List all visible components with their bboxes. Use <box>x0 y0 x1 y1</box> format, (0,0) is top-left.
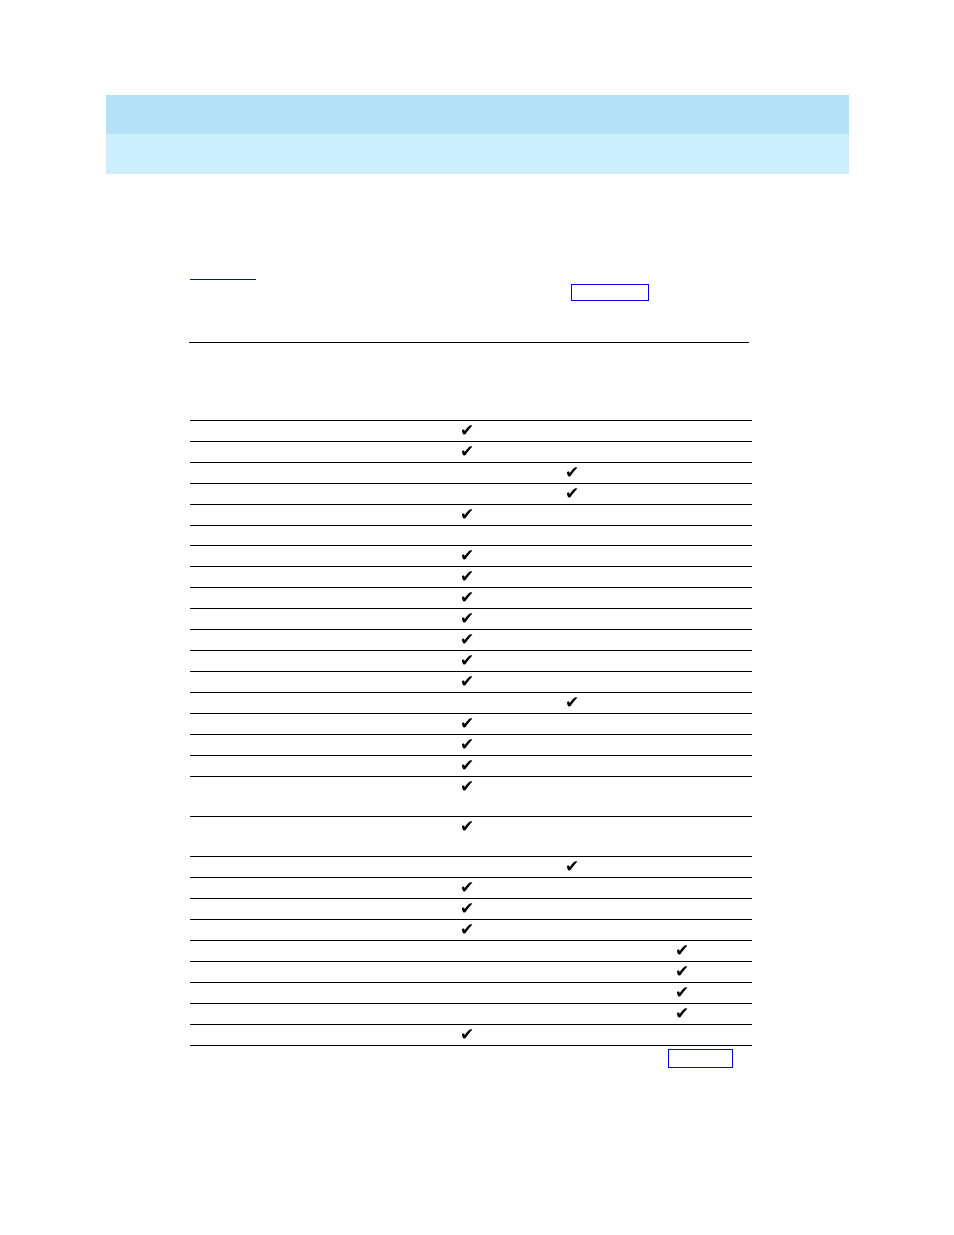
check-icon: ✔ <box>460 817 475 837</box>
matrix-cell <box>460 962 565 983</box>
table-row <box>190 484 752 505</box>
matrix-cell <box>460 463 565 484</box>
matrix-cell <box>565 1004 675 1025</box>
table-row <box>190 526 752 546</box>
matrix-cell <box>675 630 752 651</box>
table-row <box>190 567 752 588</box>
check-icon: ✔ <box>675 962 690 982</box>
check-icon: ✔ <box>460 421 475 441</box>
matrix-cell <box>675 484 752 505</box>
row-label <box>190 983 460 1004</box>
matrix-cell <box>460 651 565 672</box>
matrix-cell <box>675 651 752 672</box>
check-icon: ✔ <box>460 630 475 650</box>
matrix-cell <box>675 899 752 920</box>
matrix-cell <box>565 526 675 546</box>
check-icon: ✔ <box>460 567 475 587</box>
table-row <box>190 442 752 463</box>
table-row <box>190 899 752 920</box>
check-icon: ✔ <box>460 442 475 462</box>
check-icon: ✔ <box>460 756 475 776</box>
matrix-cell <box>565 735 675 756</box>
check-icon: ✔ <box>460 899 475 919</box>
matrix-cell <box>675 1025 752 1046</box>
matrix-cell <box>565 1025 675 1046</box>
matrix-cell <box>675 609 752 630</box>
matrix-cell <box>460 505 565 526</box>
matrix-cell <box>675 463 752 484</box>
row-label <box>190 609 460 630</box>
matrix-cell <box>460 1025 565 1046</box>
table-row <box>190 672 752 693</box>
matrix-cell <box>675 672 752 693</box>
matrix-cell <box>675 714 752 735</box>
matrix-cell <box>460 546 565 567</box>
cross-reference-link-bottom[interactable] <box>668 1049 733 1068</box>
matrix-cell <box>460 714 565 735</box>
row-label <box>190 526 460 546</box>
row-label <box>190 672 460 693</box>
matrix-cell <box>675 962 752 983</box>
row-label <box>190 588 460 609</box>
matrix-cell <box>565 505 675 526</box>
matrix-cell <box>565 714 675 735</box>
matrix-cell <box>675 505 752 526</box>
matrix-cell <box>565 857 675 878</box>
row-label <box>190 817 460 857</box>
matrix-cell <box>565 941 675 962</box>
matrix-cell <box>675 526 752 546</box>
header-band-bottom <box>106 134 849 174</box>
feature-matrix-table <box>190 420 752 1046</box>
matrix-cell <box>565 442 675 463</box>
table-row <box>190 878 752 899</box>
row-label <box>190 920 460 941</box>
check-icon: ✔ <box>460 777 475 797</box>
matrix-cell <box>565 630 675 651</box>
table-row <box>190 857 752 878</box>
check-icon: ✔ <box>565 463 580 483</box>
check-icon: ✔ <box>460 1025 475 1045</box>
table-row <box>190 651 752 672</box>
matrix-cell <box>460 777 565 817</box>
check-icon: ✔ <box>460 546 475 566</box>
matrix-cell <box>565 463 675 484</box>
check-icon: ✔ <box>675 941 690 961</box>
matrix-cell <box>565 983 675 1004</box>
matrix-cell <box>460 1004 565 1025</box>
table-row <box>190 983 752 1004</box>
matrix-cell <box>675 857 752 878</box>
matrix-cell <box>565 609 675 630</box>
matrix-cell <box>460 817 565 857</box>
matrix-cell <box>565 693 675 714</box>
row-label <box>190 899 460 920</box>
table-row <box>190 714 752 735</box>
row-label <box>190 421 460 442</box>
check-icon: ✔ <box>460 714 475 734</box>
check-icon: ✔ <box>460 588 475 608</box>
matrix-cell <box>565 817 675 857</box>
check-icon: ✔ <box>460 878 475 898</box>
matrix-cell <box>460 672 565 693</box>
cross-reference-link-top[interactable] <box>571 284 649 301</box>
header-band-top <box>106 95 849 134</box>
section-divider <box>189 342 749 343</box>
matrix-cell <box>675 588 752 609</box>
row-label <box>190 693 460 714</box>
matrix-cell <box>565 878 675 899</box>
matrix-cell <box>675 817 752 857</box>
matrix-cell <box>565 899 675 920</box>
table-row <box>190 1004 752 1025</box>
table-row <box>190 941 752 962</box>
table-row <box>190 1025 752 1046</box>
matrix-cell <box>675 983 752 1004</box>
check-icon: ✔ <box>675 983 690 1003</box>
matrix-cell <box>565 421 675 442</box>
row-label <box>190 463 460 484</box>
row-label <box>190 735 460 756</box>
matrix-cell <box>565 756 675 777</box>
table-row <box>190 756 752 777</box>
table-row <box>190 463 752 484</box>
table-row <box>190 735 752 756</box>
hyperlink-underline[interactable] <box>190 279 256 280</box>
check-icon: ✔ <box>460 505 475 525</box>
row-label <box>190 505 460 526</box>
table-row <box>190 962 752 983</box>
matrix-cell <box>565 962 675 983</box>
matrix-cell <box>460 756 565 777</box>
row-label <box>190 857 460 878</box>
check-icon: ✔ <box>565 484 580 504</box>
matrix-cell <box>675 878 752 899</box>
check-icon: ✔ <box>460 735 475 755</box>
matrix-cell <box>565 651 675 672</box>
matrix-cell <box>565 567 675 588</box>
matrix-cell <box>460 857 565 878</box>
check-icon: ✔ <box>565 857 580 877</box>
row-label <box>190 567 460 588</box>
matrix-cell <box>460 735 565 756</box>
matrix-cell <box>675 756 752 777</box>
row-label <box>190 941 460 962</box>
check-icon: ✔ <box>460 651 475 671</box>
matrix-cell <box>460 588 565 609</box>
matrix-cell <box>460 878 565 899</box>
row-label <box>190 878 460 899</box>
check-icon: ✔ <box>460 609 475 629</box>
check-icon: ✔ <box>565 693 580 713</box>
row-label <box>190 777 460 817</box>
row-label <box>190 714 460 735</box>
row-label <box>190 546 460 567</box>
table-row <box>190 817 752 857</box>
matrix-cell <box>675 1004 752 1025</box>
row-label <box>190 484 460 505</box>
matrix-cell <box>460 526 565 546</box>
table-row <box>190 421 752 442</box>
matrix-cell <box>565 546 675 567</box>
row-label <box>190 442 460 463</box>
matrix-cell <box>565 672 675 693</box>
matrix-cell <box>675 421 752 442</box>
check-icon: ✔ <box>675 1004 690 1024</box>
table-row <box>190 777 752 817</box>
matrix-cell <box>460 899 565 920</box>
matrix-cell <box>675 693 752 714</box>
matrix-cell <box>565 777 675 817</box>
matrix-cell <box>675 442 752 463</box>
matrix-cell <box>460 484 565 505</box>
matrix-cell <box>460 630 565 651</box>
matrix-cell <box>565 920 675 941</box>
matrix-cell <box>460 693 565 714</box>
matrix-cell <box>460 983 565 1004</box>
table-row <box>190 693 752 714</box>
row-label <box>190 962 460 983</box>
matrix-cell <box>460 920 565 941</box>
row-label <box>190 1025 460 1046</box>
matrix-cell <box>675 941 752 962</box>
table-row <box>190 630 752 651</box>
matrix-cell <box>675 567 752 588</box>
matrix-cell <box>565 588 675 609</box>
row-label <box>190 1004 460 1025</box>
matrix-cell <box>460 567 565 588</box>
check-icon: ✔ <box>460 920 475 940</box>
table-row <box>190 505 752 526</box>
table-row <box>190 609 752 630</box>
table-row <box>190 588 752 609</box>
matrix-cell <box>460 941 565 962</box>
matrix-cell <box>460 442 565 463</box>
row-label <box>190 756 460 777</box>
matrix-cell <box>565 484 675 505</box>
row-label <box>190 630 460 651</box>
check-icon: ✔ <box>460 672 475 692</box>
feature-matrix-body <box>190 421 752 1046</box>
matrix-cell <box>460 421 565 442</box>
matrix-cell <box>460 609 565 630</box>
table-row <box>190 546 752 567</box>
table-row <box>190 920 752 941</box>
matrix-cell <box>675 735 752 756</box>
matrix-cell <box>675 920 752 941</box>
matrix-cell <box>675 777 752 817</box>
row-label <box>190 651 460 672</box>
matrix-cell <box>675 546 752 567</box>
